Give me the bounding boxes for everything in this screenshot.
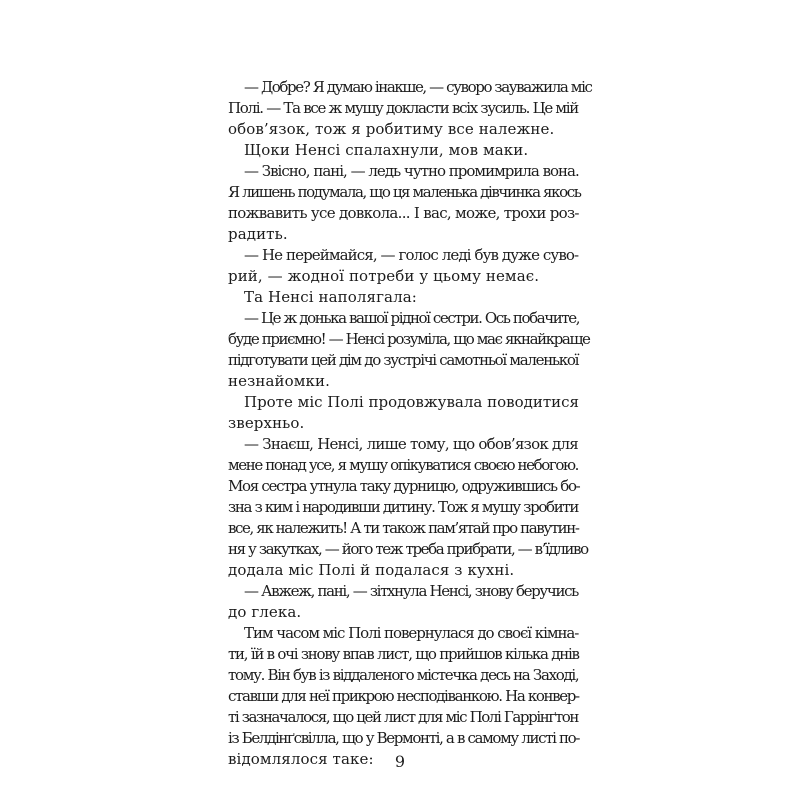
text-line: Моя сестра утнула таку дурницю, одружившись бо- [228,477,580,495]
text-line: Полі. — Та все ж мушу докласти всіх зусиль. Це мій [228,99,578,117]
text-line: — Не переймайся, — голос леді був дуже суво- [244,246,579,264]
text-line: ті зазначалося, що цей лист для міс Полі Гаррінґтон [228,708,578,726]
text-line: радить. [228,225,288,243]
text-line: Тим часом міс Полі повернулася до своєї кімна- [244,624,579,642]
text-line: відомлялося таке: [228,750,374,768]
text-line: незнайомки. [228,372,330,390]
text-line: — Звісно, пані, — ледь чутно промимрила вона. [244,162,579,180]
text-line: — Знаєш, Ненсі, лише тому, що обов’язок для [244,435,578,453]
page-number: 9 [394,752,406,771]
text-line: підготувати цей дім до зустрічі самотньої маленької [228,351,579,369]
text-line: Проте міс Полі продовжувала поводитися [244,393,579,411]
text-line: до глека. [228,603,302,621]
text-line: пожвавить усе довкола... І вас, може, трохи роз- [228,204,579,222]
text-line: ня у закутках, — його теж треба прибрати, — в’їдливо [228,540,588,558]
text-line: із Белдінґсвілла, що у Вермонті, а в самому листі по- [228,729,580,747]
text-line: — Це ж донька вашої рідної сестри. Ось побачите, [244,309,580,327]
text-line: все, як належить! А ти також пам’ятай про павутин- [228,519,579,537]
text-line: — Авжеж, пані, — зітхнула Ненсі, знову беручись [244,582,578,600]
text-line: мене понад усе, я мушу опікуватися своєю небогою. [228,456,578,474]
text-line: рий, — жодної потреби у цьому немає. [228,267,540,285]
text-line: обов’язок, тож я робитиму все належне. [228,120,555,138]
text-line: ставши для неї прикрою несподіванкою. На конвер- [228,687,579,705]
text-line: тому. Він був із віддаленого містечка десь на Заході, [228,666,579,684]
text-line: — Добре? Я думаю інакше, — суворо зауважила міс [244,78,592,96]
text-line: Я лишень подумала, що ця маленька дівчинка якось [228,183,581,201]
text-line: зверхньо. [228,414,305,432]
text-line: ти, їй в очі знову впав лист, що прийшов кілька днів [228,645,579,663]
text-line: буде приємно! — Ненсі розуміла, що має якнайкраще [228,330,590,348]
text-line: зна з ким і народивши дитину. Тож я мушу зробити [228,498,578,516]
text-line: Щоки Ненсі спалахнули, мов маки. [244,141,529,159]
text-line: додала міс Полі й подалася з кухні. [228,561,515,579]
text-line: Та Ненсі наполягала: [244,288,417,306]
